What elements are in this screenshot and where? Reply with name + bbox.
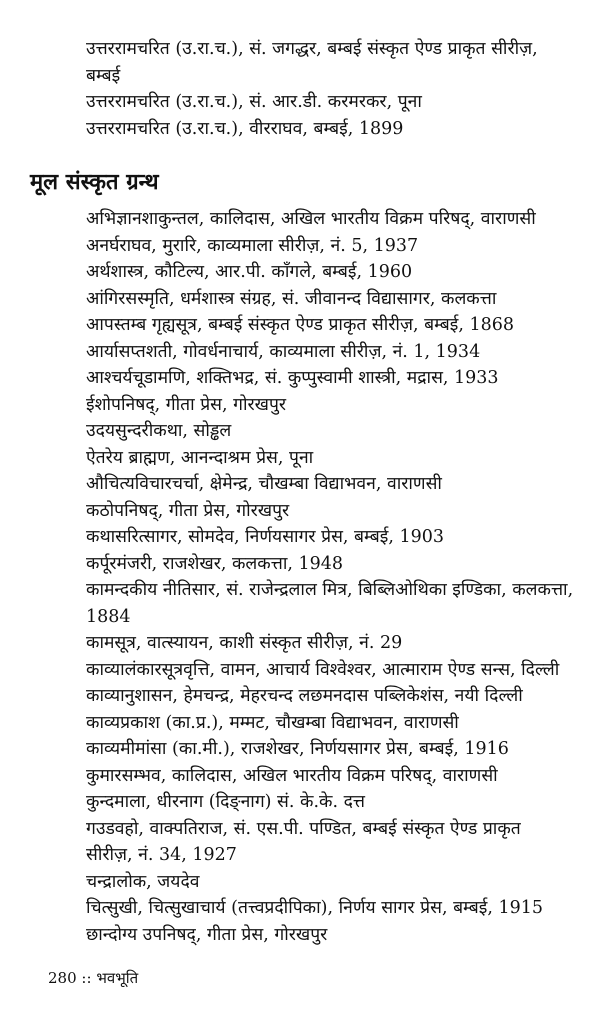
entry-line: औचित्यविचारचर्चा, क्षेमेन्द्र, चौखम्बा विद्याभवन, वाराणसी [86, 474, 442, 494]
bibliography-entry [86, 630, 594, 657]
entry-continuation: बम्बई [86, 65, 121, 86]
bibliography-entry [86, 551, 594, 578]
entry-line: काव्यमीमांसा (का.मी.), राजशेखर, निर्णयसागर प्रेस, बम्बई, 1916 [86, 739, 509, 759]
bibliography-entry [86, 312, 594, 339]
entry-line: कुमारसम्भव, कालिदास, अखिल भारतीय विक्रम परिषद्, वाराणसी [86, 765, 498, 786]
entry-line: आर्यासप्तशती, गोवर्धनाचार्य, काव्यमाला सीरीज़, नं. 1, 1934 [86, 341, 481, 362]
entry-line: काव्यप्रकाश (का.प्र.), मम्मट, चौखम्बा विद्याभवन, वाराणसी [86, 712, 459, 733]
entry-line: आश्चर्यचूडामणि, शक्तिभद्र, सं. कुप्पुस्वामी शास्त्री, मद्रास, 1933 [86, 368, 499, 388]
bibliography-entry [86, 816, 594, 869]
entry-line: आंगिरसस्मृति, धर्मशास्त्र संग्रह, सं. जीवानन्द विद्यासागर, कलकत्ता [86, 288, 497, 309]
bibliography-entry [86, 683, 594, 710]
entry-line: उदयसुन्दरीकथा, सोड्ढल [86, 421, 232, 441]
entry-line: कामसूत्र, वात्स्यायन, काशी संस्कृत सीरीज़, नं. 29 [86, 633, 403, 653]
entry-line: चन्द्रालोक, जयदेव [86, 871, 200, 892]
bibliography-entry [86, 577, 594, 630]
bibliography-entry [86, 365, 594, 392]
entry-line: कठोपनिषद्, गीता प्रेस, गोरखपुर [86, 500, 290, 521]
entry-line: छान्दोग्य उपनिषद्, गीता प्रेस, गोरखपुर [86, 924, 328, 945]
bibliography-entry [86, 922, 594, 949]
section-heading: मूल संस्कृत ग्रन्थ [30, 169, 159, 195]
entry-line: ईशोपनिषद्, गीता प्रेस, गोरखपुर [86, 394, 287, 415]
entry-line: ऐतरेय ब्राह्मण, आनन्दाश्रम प्रेस, पूना [86, 447, 314, 468]
page-footer [48, 968, 138, 988]
bibliography-entry [86, 445, 594, 472]
entry-line: कथासरित्सागर, सोमदेव, निर्णयसागर प्रेस, बम्बई, 1903 [86, 527, 444, 547]
bibliography-entry [86, 206, 594, 233]
bibliography-entry [86, 895, 594, 922]
bibliography-entry [86, 736, 594, 763]
entry-continuation: 1884 [86, 606, 131, 627]
bibliography-entry [86, 869, 594, 896]
running-title: भवभूति [96, 969, 139, 987]
bibliography-entry [86, 763, 594, 790]
bibliography-entry [86, 392, 594, 419]
bibliography-entry [86, 116, 594, 143]
bibliography-entry [86, 657, 594, 684]
entry-line: उत्तररामचरित (उ.रा.च.), सं. आर.डी. करमरकर, पूना [86, 92, 422, 112]
entry-line: चित्सुखी, चित्सुखाचार्य (तत्त्वप्रदीपिका), निर्णय सागर प्रेस, बम्बई, 1915 [86, 898, 543, 918]
entry-line: अनर्घराघव, मुरारि, काव्यमाला सीरीज़, नं. 5, 1937 [86, 235, 419, 256]
entry-line: अर्थशास्त्र, कौटिल्य, आर.पी. काँगले, बम्बई, 1960 [86, 262, 413, 282]
entry-continuation: सीरीज़, नं. 34, 1927 [86, 845, 237, 865]
bibliography-entry [86, 471, 594, 498]
bibliography-entry [86, 418, 594, 445]
entry-line: कुन्दमाला, धीरनाग (दिङ्नाग) सं. के.के. दत्त [86, 792, 365, 812]
entry-line: कामन्दकीय नीतिसार, सं. राजेन्द्रलाल मित्र, बिब्लिओथिका इण्डिका, कलकत्ता, [86, 580, 574, 600]
entry-line: काव्यालंकारसूत्रवृत्ति, वामन, आचार्य विश्वेश्वर, आत्माराम ऐण्ड सन्स, दिल्ली [86, 659, 560, 680]
bibliography-entry [86, 89, 594, 116]
bibliography-entry [86, 498, 594, 525]
bibliography-entry [86, 286, 594, 313]
entry-line: काव्यानुशासन, हेमचन्द्र, मेहरचन्द लछमनदास पब्लिकेशंस, नयी दिल्ली [86, 686, 523, 706]
bibliography-entry [86, 789, 594, 816]
bibliography-entry [86, 710, 594, 737]
entry-line: कर्पूरमंजरी, राजशेखर, कलकत्ता, 1948 [86, 553, 344, 574]
entry-line: अभिज्ञानशाकुन्तल, कालिदास, अखिल भारतीय विक्रम परिषद्, वाराणसी [86, 209, 536, 229]
bibliography-entry [86, 524, 594, 551]
bibliography-list [86, 206, 594, 948]
page-number: 280 [48, 969, 77, 987]
entry-line: उत्तररामचरित (उ.रा.च.), सं. जगद्धर, बम्बई संस्कृत ऐण्ड प्राकृत सीरीज़, [86, 39, 538, 59]
bibliography-entry [86, 259, 594, 286]
entry-line: उत्तररामचरित (उ.रा.च.), वीरराघव, बम्बई, 1899 [86, 118, 404, 139]
bibliography-entry [86, 233, 594, 260]
bibliography-entry [86, 36, 594, 89]
footer-separator: :: [81, 969, 92, 987]
bibliography-entry [86, 339, 594, 366]
entry-line: गउडवहो, वाक्पतिराज, सं. एस.पी. पण्डित, बम्बई संस्कृत ऐण्ड प्राकृत [86, 818, 521, 839]
continued-entries [86, 36, 594, 142]
entry-line: आपस्तम्ब गृह्यसूत्र, बम्बई संस्कृत ऐण्ड प्राकृत सीरीज़, बम्बई, 1868 [86, 315, 515, 335]
